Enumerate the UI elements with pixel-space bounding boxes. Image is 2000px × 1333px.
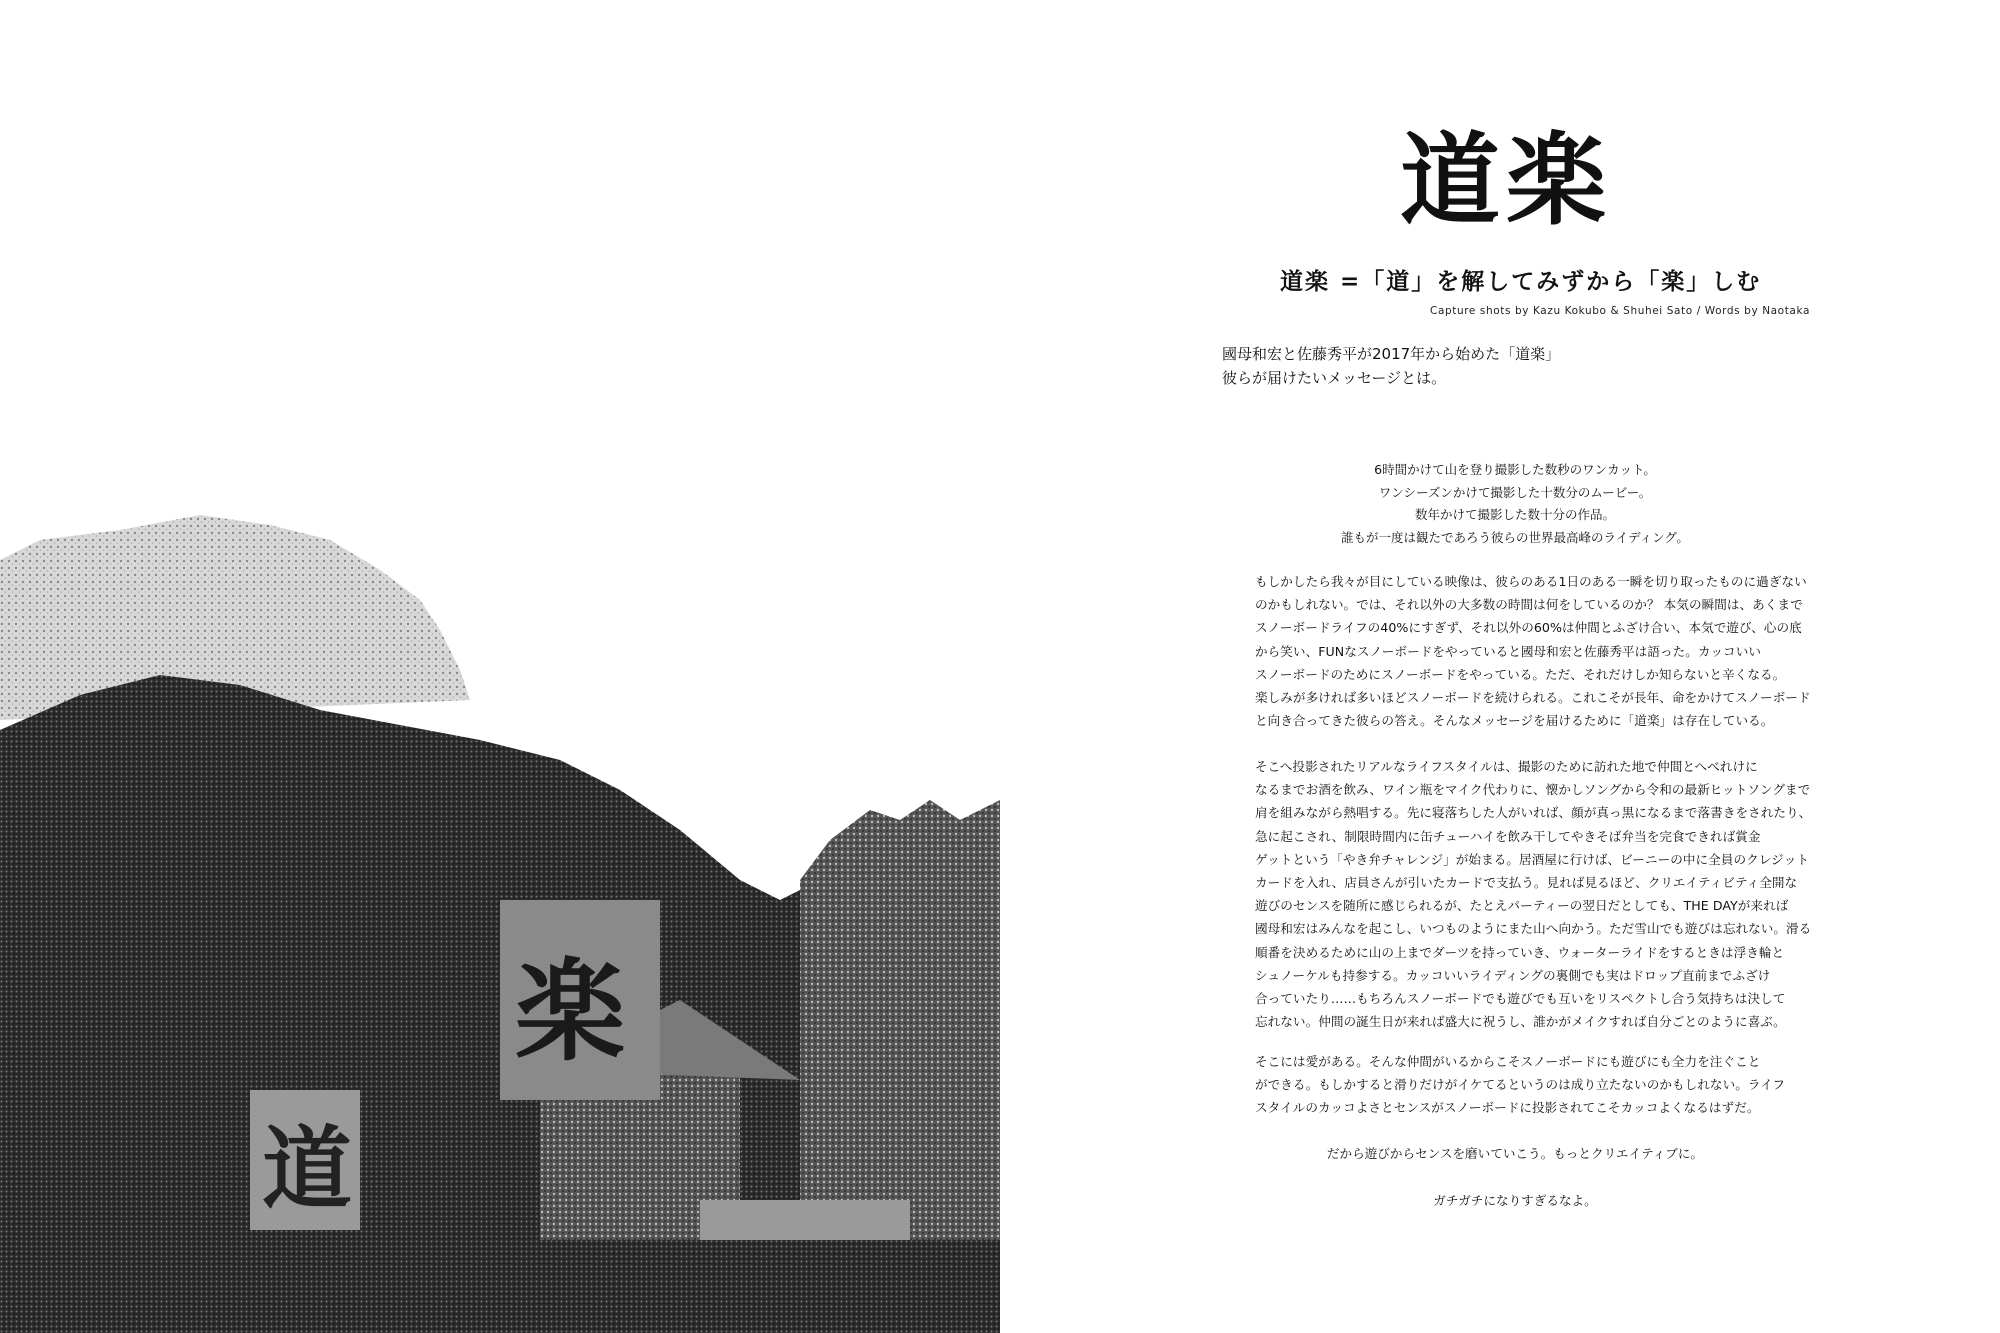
- paragraph-1: [1255, 570, 1811, 732]
- body-line: なるまでお酒を飲み、ワイン瓶をマイク代わりに、懐かしソングから令和の最新ヒットソングまで: [1255, 782, 1811, 798]
- subtitle: 道楽 =「道」を解してみずから「楽」しむ: [1280, 269, 1762, 295]
- intro-line: 誰もが一度は観たであろう彼らの世界最高峰のライディング。: [1341, 529, 1689, 545]
- hero-photo: [0, 460, 1000, 1333]
- lead-line: 國母和宏と佐藤秀平が2017年から始めた「道楽」: [1222, 345, 1561, 363]
- intro-line: ワンシーズンかけて撮影した十数分のムービー。: [1378, 484, 1652, 500]
- closing-line-2: ガチガチになりすぎるなよ。: [1433, 1193, 1597, 1208]
- lead-text: [1222, 342, 1742, 390]
- body-line: もしかしたら我々が目にしている映像は、彼らのある1日のある一瞬を切り取ったものに過ぎない: [1255, 574, 1807, 589]
- intro-block: [1255, 459, 1775, 549]
- credit-line: Capture shots by Kazu Kokubo & Shuhei Sato / Words by Naotaka: [1430, 305, 1810, 317]
- body-line: スノーボードライフの40%にすぎず、それ以外の60%は仲間とふざけ合い、本気で遊び、心の底: [1255, 620, 1802, 636]
- body-line: 肩を組みながら熱唱する。先に寝落ちした人がいれば、顔が真っ黒になるまで落書きをされたり、: [1255, 805, 1812, 821]
- body-line: 遊びのセンスを随所に感じられるが、たとえパーティーの翌日だとしても、THE DAYが来れば: [1255, 898, 1789, 914]
- paragraph-3: [1255, 1050, 1786, 1120]
- body-line: のかもしれない。では、それ以外の大多数の時間は何をしているのか？ 本気の瞬間は、あくまで: [1255, 597, 1803, 613]
- paragraph-2: [1255, 755, 1812, 1033]
- lead-line: 彼らが届けたいメッセージとは。: [1222, 369, 1447, 387]
- body-line: 順番を決めるために山の上までダーツを持っていき、ウォーターライドをするときは浮き輪と: [1255, 944, 1785, 960]
- body-line: と向き合ってきた彼らの答え。そんなメッセージを届けるために「道楽」は存在している。: [1255, 713, 1774, 729]
- closing-line-1: だから遊びからセンスを磨いていこう。もっとクリエイティブに。: [1326, 1146, 1704, 1161]
- body-line: シュノーケルも持参する。カッコいいライディングの裏側でも実はドロップ直前までふざけ: [1255, 967, 1771, 983]
- body-line: 忘れない。仲間の誕生日が来れば盛大に祝うし、誰かがメイクすれば自分ごとのように喜ぶ。: [1255, 1014, 1786, 1030]
- banner-glyph: 道: [262, 1116, 352, 1222]
- body-line: スタイルのカッコよさとセンスがスノーボードに投影されてこそカッコよくなるはずだ。: [1255, 1100, 1760, 1116]
- intro-line: 数年かけて撮影した数十分の作品。: [1414, 507, 1615, 522]
- brushed-logo: 道楽: [1400, 121, 1612, 239]
- body-line: 國母和宏はみんなを起こし、いつものようにまた山へ向かう。ただ雪山でも遊びは忘れない。滑る: [1255, 921, 1812, 937]
- intro-line: 6時間かけて山を登り撮影した数秒のワンカット。: [1374, 462, 1656, 477]
- sign-glyph: 楽: [515, 947, 625, 1076]
- body-line: ができる。もしかすると滑りだけがイケてるというのは成り立たないのかもしれない。ライフ: [1255, 1077, 1786, 1093]
- body-line: 急に起こされ、制限時間内に缶チューハイを飲み干してやきそば弁当を完食できれば賞金: [1255, 828, 1761, 844]
- body-line: カードを入れ、店員さんが引いたカードで支払う。見れば見るほど、クリエイティビティ全開な: [1255, 875, 1798, 891]
- body-line: そこには愛がある。そんな仲間がいるからこそスノーボードにも遊びにも全力を注ぐこと: [1255, 1054, 1761, 1069]
- body-line: 合っていたり……もちろんスノーボードでも遊びでも互いをリスペクトし合う気持ちは決して: [1255, 991, 1786, 1007]
- body-line: ゲットという「やき弁チャレンジ」が始まる。居酒屋に行けば、ビーニーの中に全員のクレジット: [1255, 851, 1809, 867]
- body-line: から笑い、FUNなスノーボードをやっていると國母和宏と佐藤秀平は語った。カッコいい: [1255, 643, 1761, 659]
- body-line: 楽しみが多ければ多いほどスノーボードを続けられる。これこそが長年、命をかけてスノーボード: [1255, 690, 1811, 706]
- body-line: スノーボードのためにスノーボードをやっている。ただ、それだけしか知らないと辛くなる。: [1255, 666, 1786, 682]
- body-line: そこへ投影されたリアルなライフスタイルは、撮影のために訪れた地で仲間とへべれけに: [1255, 759, 1758, 774]
